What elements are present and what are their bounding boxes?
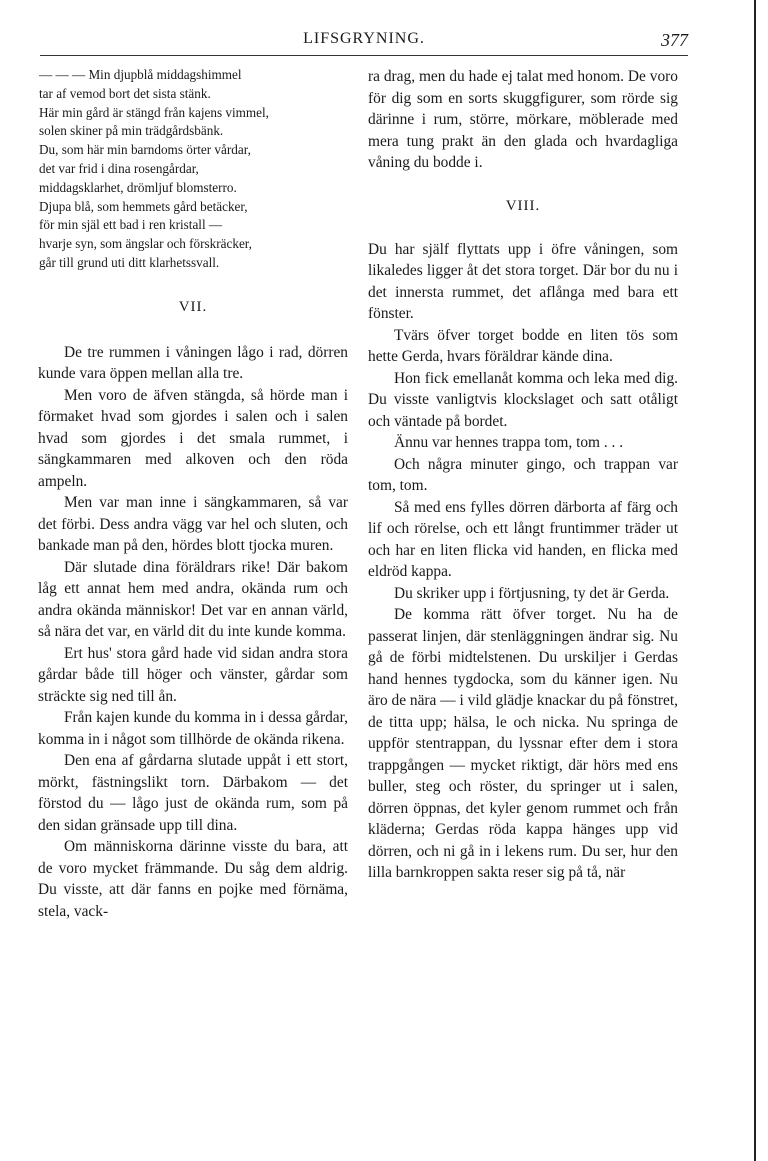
paragraph: Så med ens fylles dörren därborta af färg och lif och rörelse, och ett långt fruntimmer träder ut och har en liten flicka vid handen, en flicka med eldröd kappa. <box>368 498 678 580</box>
paragraph: Den ena af gårdarna slutade uppåt i ett stort, mörkt, fästningslikt torn. Därbakom — det förstod du — lågo just de okända rum, som på den sidan gränsade upp till dina. <box>38 752 348 834</box>
poem-line: — — — Min djupblå middagshimmel <box>39 67 242 82</box>
header-rule <box>40 55 688 56</box>
paragraph: Ert hus' stora gård hade vid sidan andra stora gårdar både till höger och vänster, gårdar som sträckte sig ned till ån. <box>38 644 348 705</box>
poem-line: går till grund uti ditt klarhetssvall. <box>39 254 220 270</box>
poem-line: Du, som här min barndoms örter vårdar, <box>39 142 251 158</box>
paragraph: Hon fick emellanåt komma och leka med dig. Du visste vanligtvis klockslaget och satt otåligt och väntade på bordet. <box>368 369 678 430</box>
paragraph: Men voro de äfven stängda, så hörde man i förmaket hvad som gjordes i salen och i salen hvad som gjordes i det smala rummet, i sängkammaren med alkoven och den röda ampeln. <box>38 386 348 490</box>
paragraph: Där slutade dina föräldrars rike! Där bakom låg ett annat hem med andra, okända rum och andra okända människor! Det var en annan värld, så nära det var, en värld dit du inte kunde komma. <box>38 558 348 641</box>
poem-line: Djupa blå, som hemmets gård betäcker, <box>39 198 248 214</box>
page-number: 377 <box>661 30 688 50</box>
right-column <box>368 66 678 884</box>
poem-line: för min själ ett bad i ren kristall — <box>39 217 223 233</box>
paragraph: Tvärs öfver torget bodde en liten tös som hette Gerda, hvars föräldrar kände dina. <box>368 326 678 365</box>
poem-line: tar af vemod bort det sista stänk. <box>39 85 211 101</box>
paragraph: Från kajen kunde du komma in i dessa gårdar, komma in i något som tillhörde de okända rikena. <box>38 709 348 748</box>
paragraph: Du skriker upp i förtjusning, ty det är Gerda. <box>394 584 670 602</box>
poem-line: det var frid i dina rosengårdar, <box>39 160 199 176</box>
poem-line: middagsklarhet, drömljuf blomsterro. <box>39 179 237 195</box>
poem <box>38 66 348 273</box>
paragraph: De tre rummen i våningen lågo i rad, dörren kunde vara öppen mellan alla tre. <box>38 343 348 383</box>
continued-paragraph: ra drag, men du hade ej talat med honom. De voro för dig som en sorts skuggfigurer, som rörde sig därinne i rum, större, mörkare, möblerade med mera tung prakt än den glada och hvardagliga våning du bodde i. <box>368 68 678 171</box>
paragraph: Om människorna därinne visste du bara, att de voro mycket främmande. Du såg dem aldrig. Du visste, att där fanns en pojke med förnäma, stela, vack- <box>38 838 348 920</box>
section-heading-viii: VIII. <box>505 197 541 214</box>
running-title: LIFSGRYNING. <box>303 30 425 47</box>
paragraph: Ännu var hennes trappa tom, tom . . . <box>394 434 624 451</box>
paragraph: Du har själf flyttats upp i öfre våningen, som likaledes ligger åt det stora torget. Där bor du nu i det innersta rummet, det aflånga med bara ett fönster. <box>368 240 678 322</box>
left-column <box>38 66 348 922</box>
page-edge-line <box>754 0 756 1161</box>
paragraph: De komma rätt öfver torget. Nu ha de passerat linjen, där stenläggningen ändrar sig. Nu gå de förbi midtelstenen. Du urskiljer i Gerdas hand hennes tygdocka, som du känner igen. Nu äro de nära — i vild glädje knackar du på fönstret, de titta upp; hälsa, le och nicka. Nu springa de uppför stentrappan, du lyssnar efter dem i stora trappgången — mycket riktigt, där hörs med ens buller, steg och röster, du springer ut i salen, dörren öppnas, det kyler genom rummet och från kläderna; Gerdas röda kappa hänges upp vid dörren, och ni gå in i lekens rum. Du ser, hur den lilla barnkroppen sakta reser sig på tå, när <box>368 606 678 881</box>
poem-line: solen skiner på min trädgårdsbänk. <box>39 123 224 139</box>
poem-line: Här min gård är stängd från kajens vimmel, <box>39 104 269 120</box>
poem-line: hvarje syn, som ängslar och förskräcker, <box>39 236 252 252</box>
section-heading-vii: VII. <box>178 298 208 315</box>
paragraph: Men var man inne i sängkammaren, så var det förbi. Dess andra vägg var hel och sluten, och bankade man på den, hördes blott tjocka muren. <box>38 494 348 555</box>
page-header <box>40 30 688 56</box>
paragraph: Och några minuter gingo, och trappan var tom, tom. <box>368 455 678 494</box>
